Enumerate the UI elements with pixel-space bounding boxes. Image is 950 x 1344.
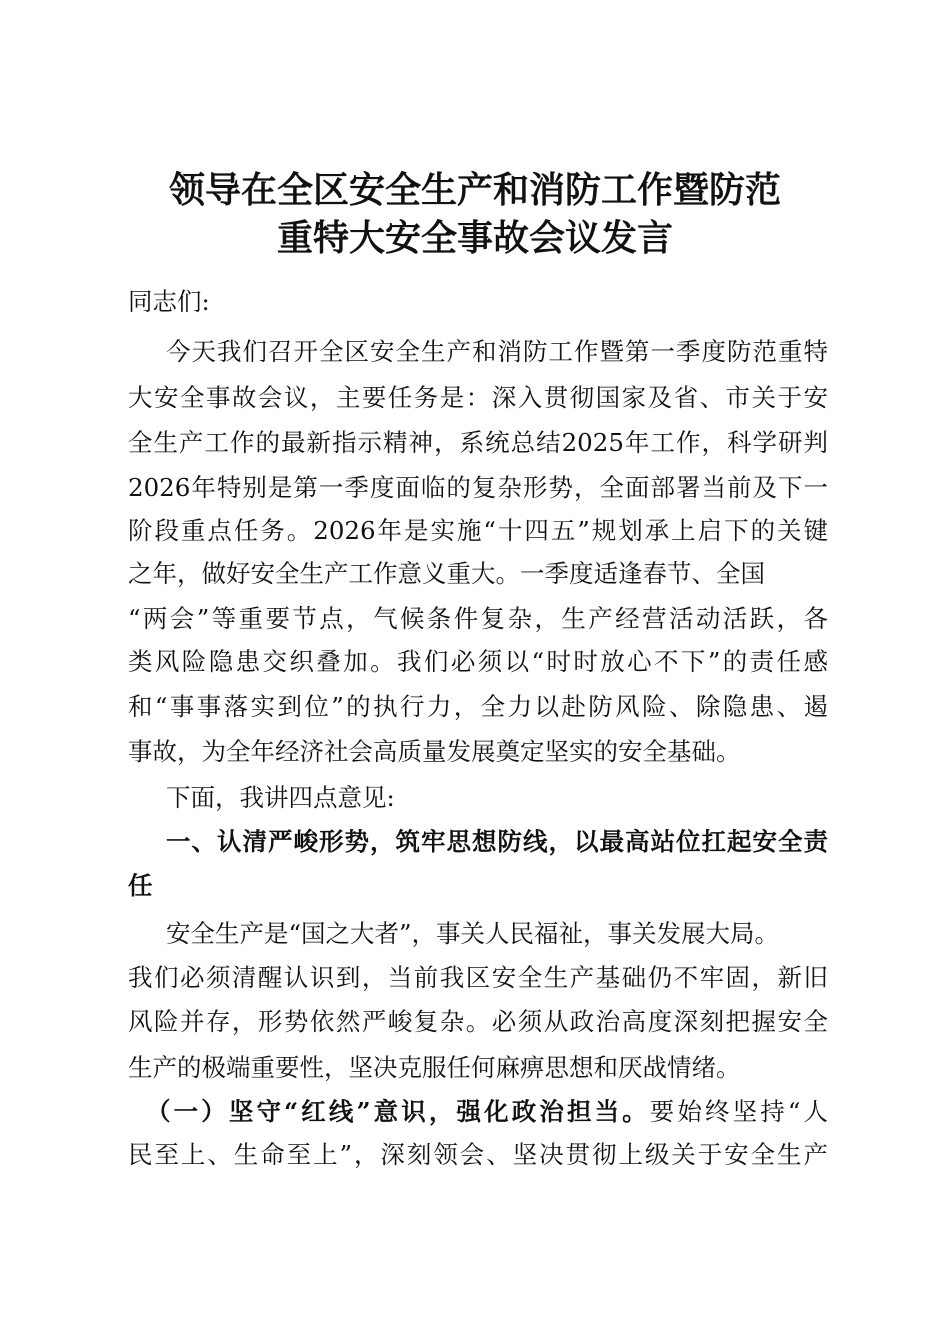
paragraph-3-line-1: 安全生产是“国之大者”，事关人民福祉，事关发展大局。 — [166, 919, 780, 948]
document-title-line-2: 重特大安全事故会议发言 — [276, 217, 673, 259]
document-title-line-1: 领导在全区安全生产和消防工作暨防范 — [168, 169, 781, 211]
paragraph-1-line-2: 大安全事故会议，主要任务是：深入贯彻国家及省、市关于安 — [128, 383, 828, 412]
paragraph-2: 下面，我讲四点意见: — [166, 783, 395, 812]
paragraph-1-line-6: 之年，做好安全生产工作意义重大。一季度适逢春节、全国 — [128, 559, 765, 588]
paragraph-3-line-2: 我们必须清醒认识到，当前我区安全生产基础仍不牢固，新旧 — [128, 963, 828, 992]
salutation: 同志们: — [128, 287, 210, 316]
paragraph-1-line-8: 类风险隐患交织叠加。我们必须以“时时放心不下”的责任感 — [128, 647, 828, 676]
subheading-1-bold: （一）坚守“红线”意识，强化政治担当。 — [146, 1097, 650, 1126]
paragraph-3-line-4: 生产的极端重要性，坚决克服任何麻痹思想和厌战情绪。 — [128, 1053, 741, 1082]
subheading-1-line — [146, 1097, 828, 1126]
paragraph-1-line-4: 2026年特别是第一季度面临的复杂形势，全面部署当前及下一 — [128, 473, 828, 502]
paragraph-1-line-10: 事故，为全年经济社会高质量发展奠定坚实的安全基础。 — [128, 737, 741, 766]
paragraph-1-line-9: 和“事事落实到位”的执行力，全力以赴防风险、除隐患、遏 — [128, 692, 828, 721]
paragraph-1-line-7: “两会”等重要节点，气候条件复杂，生产经营活动活跃，各 — [128, 604, 828, 633]
paragraph-3-line-3: 风险并存，形势依然严峻复杂。必须从政治高度深刻把握安全 — [128, 1007, 828, 1036]
section-heading-1-line-1: 一、认清严峻形势，筑牢思想防线，以最高站位扛起安全责 — [166, 827, 828, 856]
paragraph-1-line-1: 今天我们召开全区安全生产和消防工作暨第一季度防范重特 — [166, 337, 828, 366]
paragraph-4-line-2: 民至上、生命至上”，深刻领会、坚决贯彻上级关于安全生产 — [128, 1140, 828, 1169]
paragraph-1-line-5: 阶段重点任务。2026年是实施“十四五”规划承上启下的关键 — [128, 516, 828, 545]
paragraph-1-line-3: 全生产工作的最新指示精神，系统总结2025年工作，科学研判 — [128, 428, 828, 457]
section-heading-1-line-2: 任 — [128, 871, 153, 900]
subheading-1-rest: 要始终坚持“人 — [649, 1097, 828, 1126]
